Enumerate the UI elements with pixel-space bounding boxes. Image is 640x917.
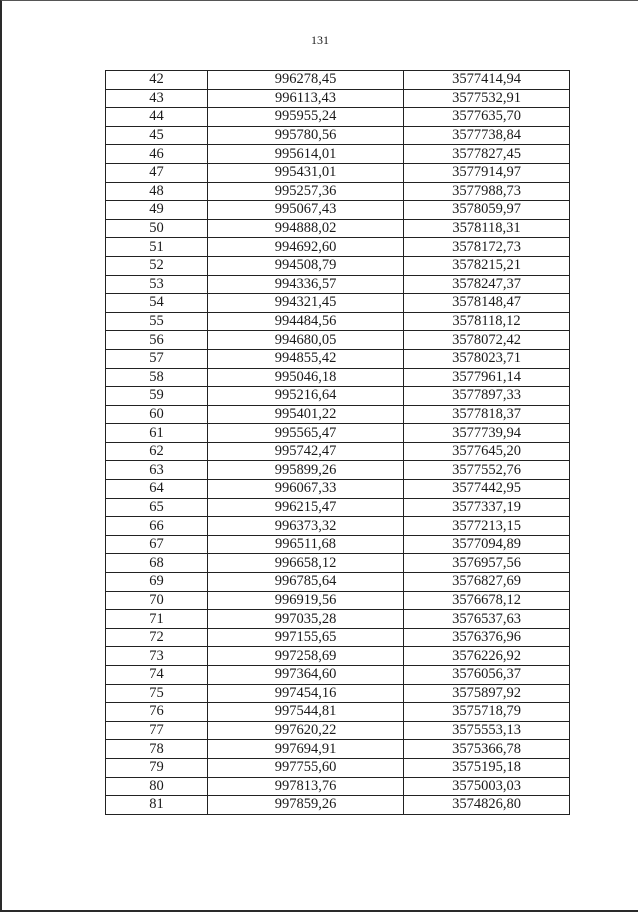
point-number-cell: 78 [106,740,208,759]
point-number-cell: 59 [106,387,208,406]
y-coordinate-cell: 3575553,13 [404,721,570,740]
table-row [106,442,570,461]
table-row [106,517,570,536]
x-coordinate-cell: 996278,45 [208,71,404,90]
x-coordinate-cell: 997035,28 [208,610,404,629]
x-coordinate-cell: 996511,68 [208,535,404,554]
table-row [106,349,570,368]
x-coordinate-cell: 995067,43 [208,201,404,220]
table-row [106,331,570,350]
y-coordinate-cell: 3578118,31 [404,219,570,238]
x-coordinate-cell: 995780,56 [208,126,404,145]
table-row [106,201,570,220]
y-coordinate-cell: 3576957,56 [404,554,570,573]
table-row [106,71,570,90]
y-coordinate-cell: 3576537,63 [404,610,570,629]
table-row [106,387,570,406]
point-number-cell: 43 [106,89,208,108]
x-coordinate-cell: 994855,42 [208,349,404,368]
table-row [106,684,570,703]
y-coordinate-cell: 3577961,14 [404,368,570,387]
point-number-cell: 55 [106,312,208,331]
table-row [106,758,570,777]
table-row [106,554,570,573]
table-row [106,89,570,108]
point-number-cell: 64 [106,480,208,499]
point-number-cell: 70 [106,591,208,610]
x-coordinate-cell: 997620,22 [208,721,404,740]
x-coordinate-cell: 996919,56 [208,591,404,610]
point-number-cell: 49 [106,201,208,220]
point-number-cell: 58 [106,368,208,387]
point-number-cell: 51 [106,238,208,257]
table-row [106,721,570,740]
x-coordinate-cell: 996785,64 [208,573,404,592]
x-coordinate-cell: 997544,81 [208,703,404,722]
table-row [106,238,570,257]
y-coordinate-cell: 3578247,37 [404,275,570,294]
x-coordinate-cell: 996113,43 [208,89,404,108]
y-coordinate-cell: 3575195,18 [404,758,570,777]
point-number-cell: 72 [106,628,208,647]
x-coordinate-cell: 994321,45 [208,294,404,313]
y-coordinate-cell: 3578023,71 [404,349,570,368]
table-row [106,163,570,182]
table-row [106,480,570,499]
x-coordinate-cell: 994336,57 [208,275,404,294]
table-row [106,591,570,610]
x-coordinate-cell: 995046,18 [208,368,404,387]
table-row [106,777,570,796]
y-coordinate-cell: 3577827,45 [404,145,570,164]
x-coordinate-cell: 994508,79 [208,256,404,275]
point-number-cell: 47 [106,163,208,182]
y-coordinate-cell: 3576226,92 [404,647,570,666]
table-row [106,666,570,685]
y-coordinate-cell: 3577442,95 [404,480,570,499]
y-coordinate-cell: 3578215,21 [404,256,570,275]
y-coordinate-cell: 3577094,89 [404,535,570,554]
point-number-cell: 68 [106,554,208,573]
point-number-cell: 57 [106,349,208,368]
x-coordinate-cell: 995955,24 [208,108,404,127]
y-coordinate-cell: 3577552,76 [404,461,570,480]
y-coordinate-cell: 3575718,79 [404,703,570,722]
x-coordinate-cell: 995565,47 [208,424,404,443]
x-coordinate-cell: 996373,32 [208,517,404,536]
y-coordinate-cell: 3575897,92 [404,684,570,703]
point-number-cell: 67 [106,535,208,554]
point-number-cell: 76 [106,703,208,722]
point-number-cell: 63 [106,461,208,480]
y-coordinate-cell: 3577897,33 [404,387,570,406]
y-coordinate-cell: 3576376,96 [404,628,570,647]
y-coordinate-cell: 3577213,15 [404,517,570,536]
table-row [106,145,570,164]
y-coordinate-cell: 3577914,97 [404,163,570,182]
x-coordinate-cell: 996067,33 [208,480,404,499]
y-coordinate-cell: 3577818,37 [404,405,570,424]
y-coordinate-cell: 3576678,12 [404,591,570,610]
x-coordinate-cell: 996658,12 [208,554,404,573]
x-coordinate-cell: 995742,47 [208,442,404,461]
point-number-cell: 42 [106,71,208,90]
x-coordinate-cell: 994888,02 [208,219,404,238]
x-coordinate-cell: 997155,65 [208,628,404,647]
point-number-cell: 79 [106,758,208,777]
table-row [106,424,570,443]
table-row [106,368,570,387]
table-row [106,647,570,666]
table-row [106,535,570,554]
x-coordinate-cell: 995431,01 [208,163,404,182]
x-coordinate-cell: 997813,76 [208,777,404,796]
table-row [106,182,570,201]
x-coordinate-cell: 995899,26 [208,461,404,480]
x-coordinate-cell: 997364,60 [208,666,404,685]
point-number-cell: 56 [106,331,208,350]
x-coordinate-cell: 997859,26 [208,796,404,815]
x-coordinate-cell: 997755,60 [208,758,404,777]
point-number-cell: 74 [106,666,208,685]
x-coordinate-cell: 997694,91 [208,740,404,759]
coordinates-table [105,70,570,815]
point-number-cell: 75 [106,684,208,703]
point-number-cell: 44 [106,108,208,127]
table-row [106,256,570,275]
y-coordinate-cell: 3575003,03 [404,777,570,796]
x-coordinate-cell: 996215,47 [208,498,404,517]
y-coordinate-cell: 3576056,37 [404,666,570,685]
table-row [106,573,570,592]
table-row [106,219,570,238]
y-coordinate-cell: 3577738,84 [404,126,570,145]
x-coordinate-cell: 995257,36 [208,182,404,201]
y-coordinate-cell: 3574826,80 [404,796,570,815]
y-coordinate-cell: 3578118,12 [404,312,570,331]
table-row [106,312,570,331]
x-coordinate-cell: 997258,69 [208,647,404,666]
y-coordinate-cell: 3577739,94 [404,424,570,443]
point-number-cell: 61 [106,424,208,443]
table-row [106,740,570,759]
point-number-cell: 60 [106,405,208,424]
point-number-cell: 80 [106,777,208,796]
x-coordinate-cell: 995216,64 [208,387,404,406]
x-coordinate-cell: 995614,01 [208,145,404,164]
table-row [106,126,570,145]
y-coordinate-cell: 3578072,42 [404,331,570,350]
point-number-cell: 45 [106,126,208,145]
point-number-cell: 53 [106,275,208,294]
y-coordinate-cell: 3577414,94 [404,71,570,90]
point-number-cell: 71 [106,610,208,629]
table-row [106,405,570,424]
y-coordinate-cell: 3578172,73 [404,238,570,257]
point-number-cell: 50 [106,219,208,238]
point-number-cell: 69 [106,573,208,592]
y-coordinate-cell: 3577645,20 [404,442,570,461]
table-row [106,628,570,647]
table-row [106,294,570,313]
point-number-cell: 81 [106,796,208,815]
table-row [106,796,570,815]
table-row [106,703,570,722]
x-coordinate-cell: 994484,56 [208,312,404,331]
point-number-cell: 54 [106,294,208,313]
x-coordinate-cell: 995401,22 [208,405,404,424]
y-coordinate-cell: 3577988,73 [404,182,570,201]
y-coordinate-cell: 3577635,70 [404,108,570,127]
point-number-cell: 77 [106,721,208,740]
table-row [106,108,570,127]
point-number-cell: 66 [106,517,208,536]
y-coordinate-cell: 3576827,69 [404,573,570,592]
point-number-cell: 73 [106,647,208,666]
point-number-cell: 62 [106,442,208,461]
y-coordinate-cell: 3578148,47 [404,294,570,313]
point-number-cell: 52 [106,256,208,275]
y-coordinate-cell: 3575366,78 [404,740,570,759]
y-coordinate-cell: 3577532,91 [404,89,570,108]
table-row [106,275,570,294]
x-coordinate-cell: 994680,05 [208,331,404,350]
x-coordinate-cell: 997454,16 [208,684,404,703]
y-coordinate-cell: 3577337,19 [404,498,570,517]
point-number-cell: 46 [106,145,208,164]
y-coordinate-cell: 3578059,97 [404,201,570,220]
table-row [106,498,570,517]
coordinates-table-body [106,71,570,815]
point-number-cell: 65 [106,498,208,517]
page-number: 131 [311,33,329,47]
table-row [106,461,570,480]
table-row [106,610,570,629]
point-number-cell: 48 [106,182,208,201]
x-coordinate-cell: 994692,60 [208,238,404,257]
